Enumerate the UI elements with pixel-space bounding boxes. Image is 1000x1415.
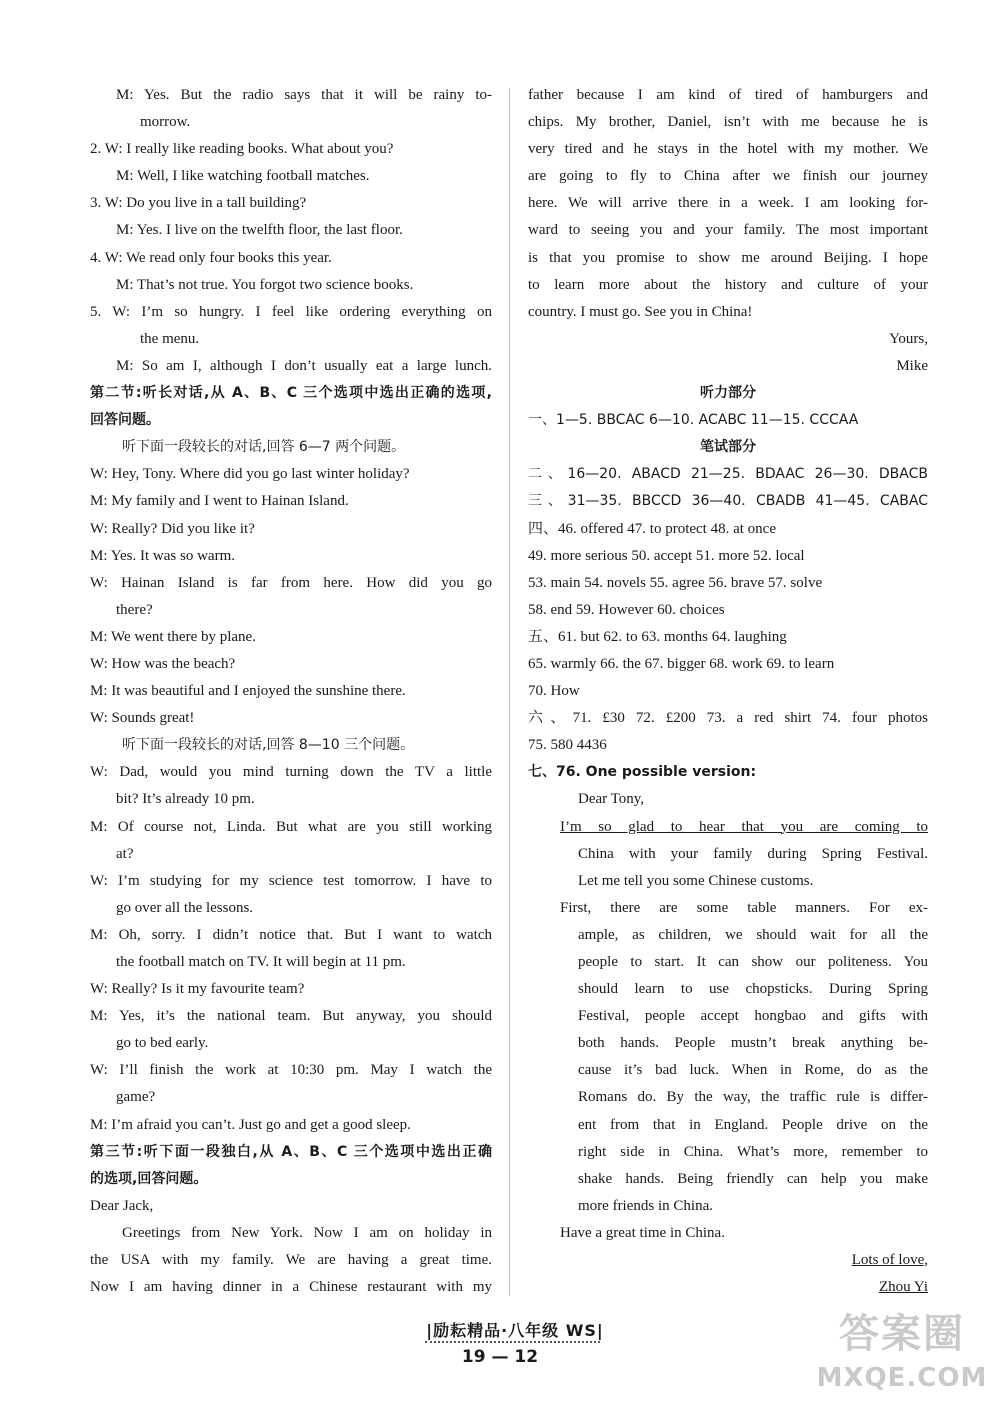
text-line: 75. 580 4436: [528, 737, 607, 754]
text-line: 5. W: I’m so hungry. I feel like ordering everything on: [90, 303, 492, 320]
text-line: M: We went there by plane.: [90, 628, 256, 645]
text-line: M: Yes. It was so warm.: [90, 547, 236, 564]
text-line: 2. W: I really like reading books. What about you?: [90, 141, 394, 158]
text-line: ent from that in England. People drive on the: [578, 1116, 928, 1133]
text-line: I’m so glad to hear that you are coming to: [560, 818, 928, 835]
text-line: 七、76. One possible version:: [528, 764, 757, 781]
text-line: here. We will arrive there in a week. I am looking for-: [528, 195, 928, 212]
text-line: W: Really? Did you like it?: [90, 520, 255, 537]
text-line: 听力部分: [700, 385, 756, 402]
text-line: W: Hainan Island is far from here. How did you go: [90, 574, 492, 591]
watermark-logo-text: 答案圈: [839, 1311, 965, 1357]
text-line: Festival, people accept hongbao and gifts with: [578, 1008, 928, 1025]
text-line: W: Hey, Tony. Where did you go last winter holiday?: [90, 466, 410, 483]
text-line: 六、71. £30 72. £200 73. a red shirt 74. four photos: [528, 710, 928, 727]
text-line: people to start. It can show our politeness. You: [578, 954, 928, 970]
text-line: 的选项,回答问题。: [90, 1170, 208, 1187]
text-line: 53. main 54. novels 55. agree 56. brave 57. solve: [528, 574, 823, 591]
text-line: 三、31—35. BBCCD 36—40. CBADB 41—45. CABAC: [528, 493, 928, 510]
text-line: Romans do. By the way, the traffic rule is differ-: [578, 1089, 928, 1106]
text-line: Now I am having dinner in a Chinese restaurant with my: [90, 1279, 492, 1296]
text-line: Dear Tony,: [578, 791, 645, 808]
text-line: the USA with my family. We are having a great time.: [90, 1252, 492, 1269]
text-line: bit? It’s already 10 pm.: [116, 791, 255, 808]
text-line: 四、46. offered 47. to protect 48. at once: [528, 520, 776, 537]
text-line: 五、61. but 62. to 63. months 64. laughing: [528, 628, 787, 645]
text-line: 49. more serious 50. accept 51. more 52. local: [528, 547, 805, 564]
text-line: M: Yes. I live on the twelfth floor, the last floor.: [116, 222, 403, 239]
text-line: M: Of course not, Linda. But what are you still working: [90, 818, 492, 835]
text-line: 第二节:听长对话,从 A、B、C 三个选项中选出正确的选项,: [90, 385, 492, 402]
text-line: W: I’ll finish the work at 10:30 pm. May I watch the: [90, 1062, 492, 1079]
text-line: ample, as children, we should wait for all the: [578, 926, 928, 943]
text-line: more friends in China.: [578, 1197, 713, 1214]
text-line: 70. How: [528, 683, 580, 700]
text-line: both hands. People mustn’t break anything be-: [578, 1035, 928, 1052]
text-line: Have a great time in China.: [560, 1224, 725, 1241]
text-line: M: Oh, sorry. I didn’t notice that. But I want to watch: [90, 926, 492, 943]
series-logo: |励耘精品·八年级 WS|: [426, 1321, 604, 1340]
text-line: are going to fly to China after we finish our journey: [528, 168, 928, 185]
watermark-url: MXQE.COM: [816, 1363, 988, 1393]
text-line: 二、16—20. ABACD 21—25. BDAAC 26—30. DBACB: [528, 466, 928, 483]
text-line: China with your family during Spring Festival.: [578, 845, 928, 862]
text-line: M: Well, I like watching football matches.: [116, 168, 370, 185]
text-line: W: How was the beach?: [90, 655, 236, 672]
text-line: Yours,: [889, 330, 928, 347]
text-line: M: I’m afraid you can’t. Just go and get a good sleep.: [90, 1116, 411, 1133]
text-line: 听下面一段较长的对话,回答 6—7 两个问题。: [122, 439, 406, 456]
text-line: M: So am I, although I don’t usually eat a large lunch.: [116, 357, 492, 374]
text-line: go over all the lessons.: [116, 899, 254, 916]
text-line: M: Yes. But the radio says that it will be rainy to-: [116, 87, 492, 103]
text-line: 笔试部分: [700, 439, 756, 456]
page-number: 19 — 12: [461, 1347, 539, 1367]
text-line: should learn to use chopsticks. During Spring: [578, 981, 928, 998]
text-line: M: It was beautiful and I enjoyed the sunshine there.: [90, 683, 406, 700]
text-line: 回答问题。: [90, 412, 160, 429]
text-line: at?: [116, 845, 134, 862]
text-line: very tired and he stays in the hotel with my mother. We: [528, 141, 928, 158]
text-line: 4. W: We read only four books this year.: [90, 249, 332, 266]
text-line: W: Dad, would you mind turning down the TV a little: [90, 764, 492, 781]
text-line: the football match on TV. It will begin at 11 pm.: [116, 954, 406, 970]
text-line: Dear Jack,: [90, 1197, 154, 1214]
site-watermark: [812, 1308, 992, 1408]
text-line: 一、1—5. BBCAC 6—10. ACABC 11—15. CCCAA: [528, 412, 859, 429]
text-line: is that you promise to show me around Beijing. I hope: [528, 249, 928, 266]
text-line: go to bed early.: [116, 1035, 209, 1052]
text-line: M: My family and I went to Hainan Island.: [90, 493, 349, 510]
text-line: Greetings from New York. Now I am on holiday in: [122, 1224, 492, 1241]
text-line: Zhou Yi: [878, 1279, 928, 1296]
right-column: [528, 82, 928, 1301]
text-line: ward to seeing you and your family. The most important: [528, 222, 928, 239]
footer-dotted-rule: [425, 1341, 600, 1343]
text-line: chips. My brother, Daniel, isn’t with me because he is: [528, 114, 928, 131]
text-line: First, there are some table manners. For ex-: [560, 899, 928, 916]
text-line: country. I must go. See you in China!: [528, 303, 753, 320]
text-line: right side in China. What’s more, remember to: [578, 1143, 928, 1160]
text-line: W: Really? Is it my favourite team?: [90, 981, 305, 998]
text-line: Lots of love,: [851, 1252, 928, 1269]
text-line: morrow.: [140, 114, 191, 131]
text-line: cause it’s bad luck. When in Rome, do as the: [578, 1062, 928, 1079]
text-line: father because I am kind of tired of hamburgers and: [528, 87, 928, 103]
text-line: 听下面一段较长的对话,回答 8—10 三个问题。: [122, 737, 415, 754]
text-line: 3. W: Do you live in a tall building?: [90, 195, 307, 212]
text-line: W: I’m studying for my science test tomorrow. I have to: [90, 872, 492, 889]
text-line: there?: [116, 601, 153, 618]
text-line: Let me tell you some Chinese customs.: [578, 872, 814, 889]
column-divider: [509, 88, 510, 1296]
text-line: W: Sounds great!: [90, 710, 195, 727]
text-line: Mike: [896, 357, 928, 374]
text-line: 58. end 59. However 60. choices: [528, 601, 725, 618]
text-line: 第三节:听下面一段独白,从 A、B、C 三个选项中选出正确: [90, 1143, 492, 1160]
left-column: [90, 82, 492, 1301]
text-line: game?: [116, 1089, 156, 1106]
text-line: 65. warmly 66. the 67. bigger 68. work 69. to learn: [528, 655, 835, 672]
text-line: the menu.: [140, 330, 200, 347]
text-line: M: That’s not true. You forgot two science books.: [116, 276, 414, 293]
text-line: M: Yes, it’s the national team. But anyway, you should: [90, 1008, 492, 1025]
text-line: shake hands. Being friendly can help you make: [578, 1170, 928, 1187]
text-line: to learn more about the history and culture of your: [528, 276, 928, 293]
